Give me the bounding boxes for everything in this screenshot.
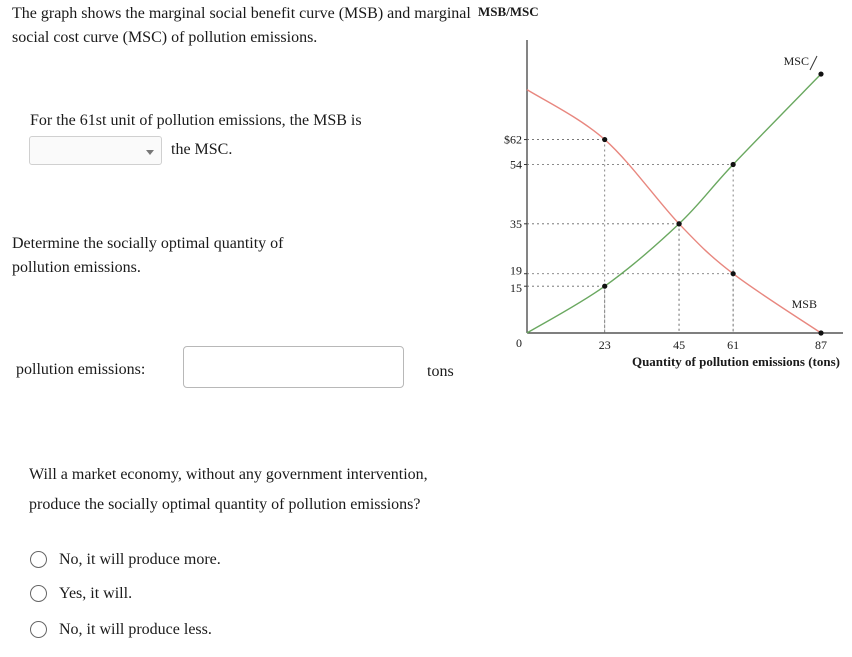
msc-point xyxy=(731,162,736,167)
msc-label-leader xyxy=(810,56,817,70)
option-label: Yes, it will. xyxy=(59,585,133,602)
curves xyxy=(527,74,821,333)
msc-point xyxy=(602,284,607,289)
intro-text: The graph shows the marginal social benefit curve (MSB) and marginal social cost curve (MSC) of pollution emissions. xyxy=(12,5,471,46)
y-tick-label: 15 xyxy=(510,281,522,296)
msc-point xyxy=(818,71,823,76)
question-optimal-quantity: Determine the socially optimal quantity of pollution emissions. xyxy=(12,235,284,276)
msb-curve xyxy=(527,90,821,333)
x-tick-label: 45 xyxy=(673,338,686,352)
unit-label: tons xyxy=(427,363,454,380)
msc-curve xyxy=(527,74,821,333)
radio-button[interactable] xyxy=(30,621,47,638)
msb-point xyxy=(602,137,607,142)
radio-button[interactable] xyxy=(30,551,47,568)
chart-labels xyxy=(478,4,840,369)
msb-msc-chart xyxy=(470,0,850,380)
option-label: No, it will produce less. xyxy=(59,621,212,638)
x-axis-title: Quantity of pollution emissions (tons) xyxy=(631,354,840,369)
x-tick-label: 87 xyxy=(815,338,827,352)
msb-point xyxy=(818,330,823,335)
msb-point xyxy=(731,271,736,276)
question-market-economy: Will a market economy, without any government intervention, produce the socially optimal quantity of pollution emissions? xyxy=(29,466,428,513)
y-tick-label: 35 xyxy=(510,216,522,231)
msb-curve-label: MSB xyxy=(791,297,817,311)
radio-button[interactable] xyxy=(30,585,47,602)
msc-point xyxy=(676,221,681,226)
guide-lines xyxy=(527,140,733,333)
x-tick-label: 23 xyxy=(598,338,611,352)
x-tick-label: 61 xyxy=(727,338,740,352)
y-tick-label: 19 xyxy=(510,263,522,278)
comparison-dropdown[interactable] xyxy=(29,136,162,165)
y-tick-label: 54 xyxy=(510,157,522,172)
y-tick-label: 0 xyxy=(516,336,522,350)
chart-axes xyxy=(524,40,843,333)
option-label: No, it will produce more. xyxy=(59,551,221,568)
question-msb-suffix: the MSC. xyxy=(171,141,233,158)
question-msb-prefix: For the 61st unit of pollution emissions, the MSB is xyxy=(30,112,362,129)
pollution-emissions-input[interactable] xyxy=(183,346,404,388)
data-points xyxy=(602,71,823,335)
pollution-emissions-label: pollution emissions: xyxy=(16,361,146,378)
y-tick-label: $62 xyxy=(504,132,522,147)
chevron-down-icon xyxy=(146,150,154,155)
msc-curve-label: MSC xyxy=(783,54,809,68)
y-axis-title: MSB/MSC xyxy=(478,4,539,19)
